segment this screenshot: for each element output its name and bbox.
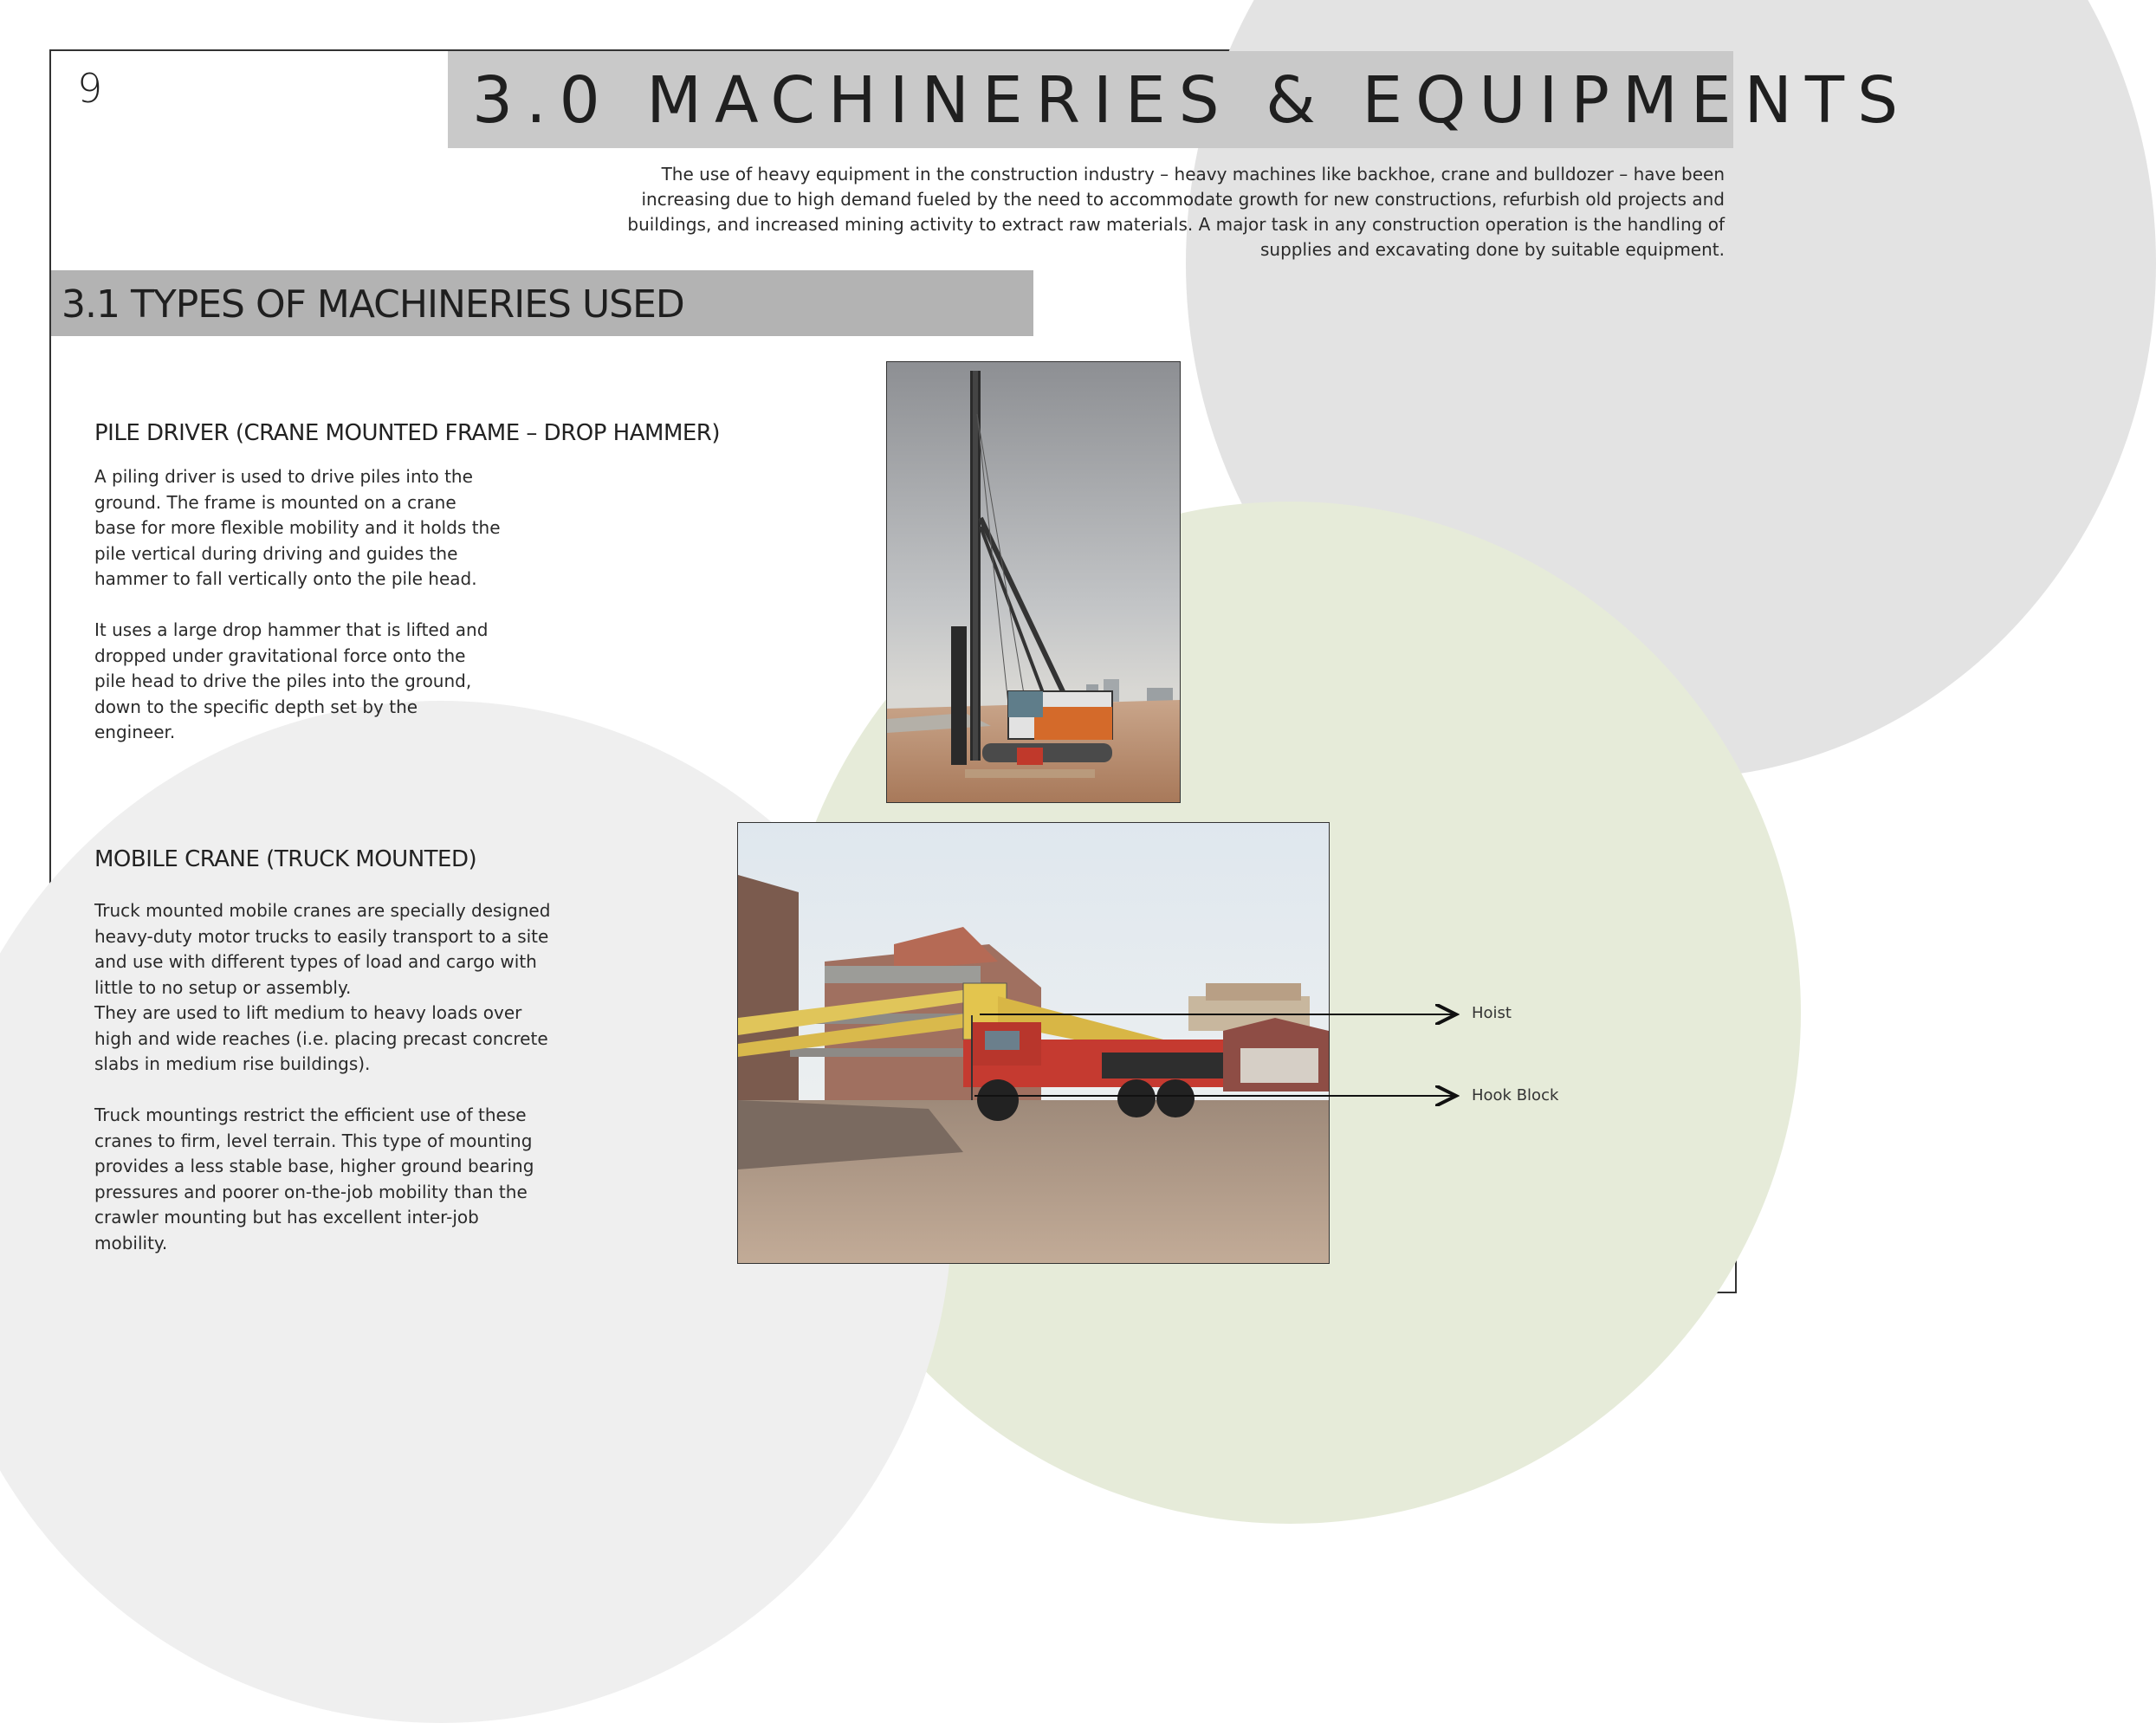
mobile-crane-heading: MOBILE CRANE (TRUCK MOUNTED) — [94, 846, 477, 872]
section-title: 3.1 TYPES OF MACHINERIES USED — [62, 282, 684, 327]
annotation-arrows — [51, 51, 1735, 1292]
mobile-crane-paragraph-3: Truck mountings restrict the efficient use of these cranes to firm, level terrain. This type of mounting provides a less stable base, higher ground bearing pressures and poorer on-the-job mobility than the crawler mounting but has excellent inter-job mobility. — [94, 1104, 534, 1253]
hook-block-label: Hook Block — [1472, 1086, 1559, 1104]
mobile-crane-paragraph-1: Truck mounted mobile cranes are specially designed heavy-duty motor trucks to easily transport to a site and use with different types of load and cargo with little to no setup or assembly. — [94, 900, 551, 998]
pile-driver-paragraph-2: It uses a large drop hammer that is lifted and dropped under gravitational force onto the pile head to drive the piles into the ground, down to the specific depth set by the engineer. — [94, 619, 489, 742]
page-number: 9 — [77, 65, 103, 112]
hoist-label: Hoist — [1472, 1004, 1512, 1022]
pile-driver-paragraph-1: A piling driver is used to drive piles into the ground. The frame is mounted on a crane base for more flexible mobility and it holds the pile vertical during driving and guides the hammer to fall vertically onto the pile head. — [94, 466, 501, 589]
pile-driver-heading: PILE DRIVER (CRANE MOUNTED FRAME – DROP HAMMER) — [94, 420, 721, 446]
mobile-crane-paragraph-2: They are used to lift medium to heavy loads over high and wide reaches (i.e. placing precast concrete slabs in medium rise buildings). — [94, 1002, 548, 1074]
intro-paragraph: The use of heavy equipment in the construction industry – heavy machines like backhoe, crane and bulldozer – have been increasing due to high demand fueled by the need to accommodate growth for new constructions, refurbish old projects and buildings, and increased mining activity to extract raw materials. A major task in any construction operation is the handling of supplies and excavating done by suitable equipment. — [627, 164, 1725, 260]
page-frame — [49, 49, 1912, 1293]
page-title: 3.0 MACHINERIES & EQUIPMENTS — [472, 63, 1912, 138]
